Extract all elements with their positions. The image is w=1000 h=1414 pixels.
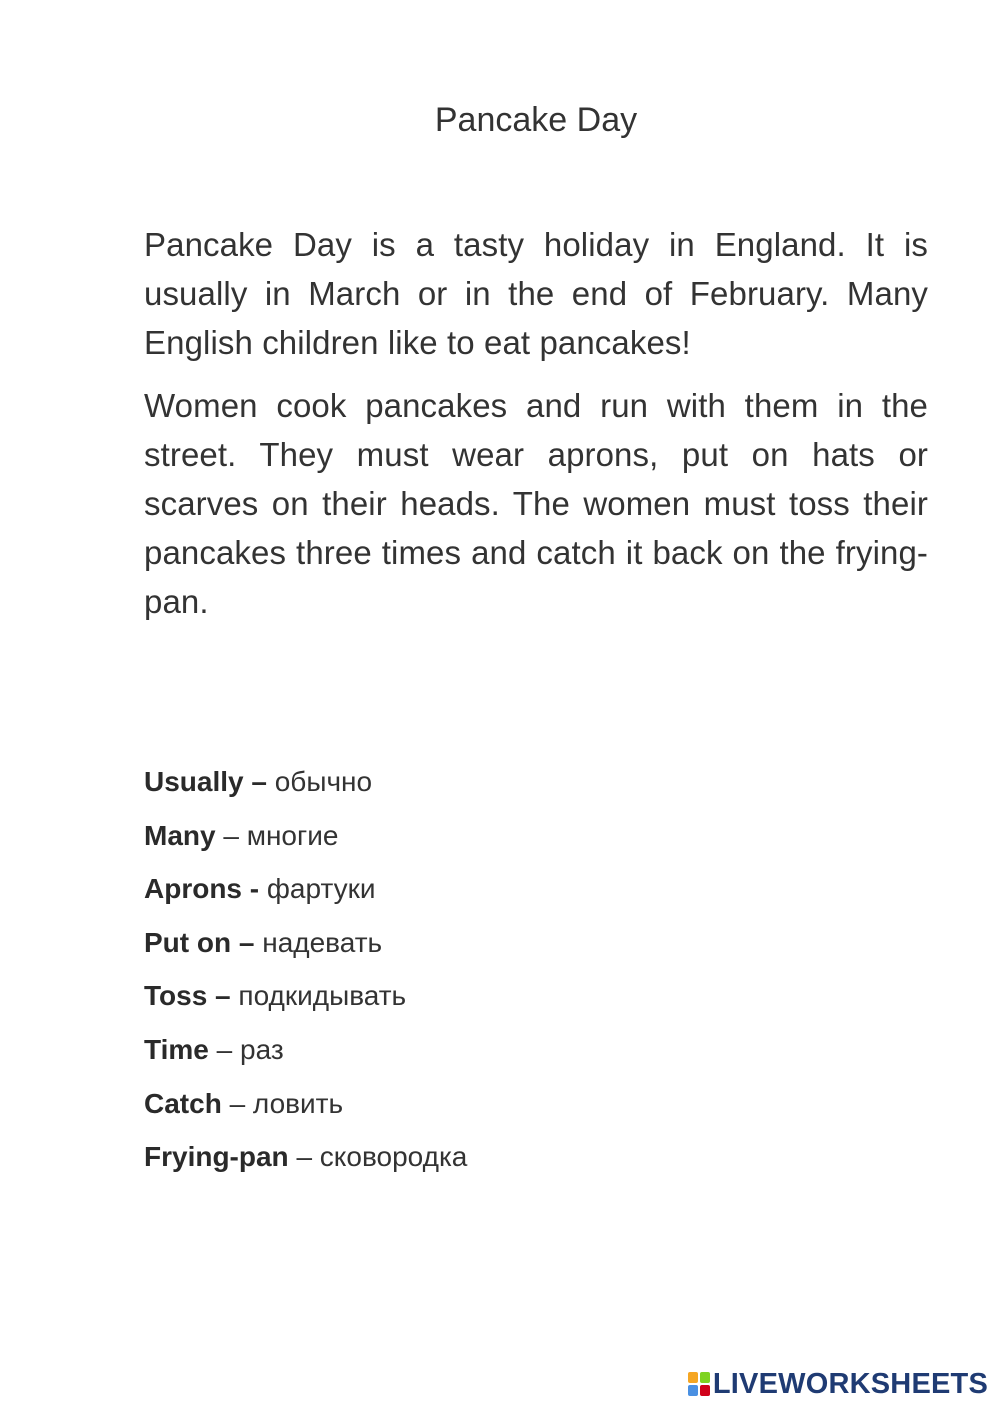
vocabulary-translation: – многие <box>215 819 339 851</box>
vocabulary-item <box>144 972 844 1026</box>
liveworksheets-logo-text: LIVEWORKSHEETS <box>712 1367 988 1400</box>
vocabulary-translation: – раз <box>208 1033 284 1065</box>
vocabulary-translation: подкидывать <box>230 980 407 1012</box>
vocabulary-translation: надевать <box>254 926 383 958</box>
vocabulary-term: Aprons - <box>144 873 260 905</box>
vocabulary-term: Frying-pan <box>144 1141 289 1173</box>
reading-text <box>144 220 928 626</box>
vocabulary-term: Usually – <box>144 766 267 797</box>
vocabulary-translation: – сковородка <box>288 1141 468 1173</box>
vocabulary-translation: фартуки <box>259 873 376 905</box>
vocabulary-term: Put on – <box>144 926 255 958</box>
liveworksheets-logo[interactable] <box>688 1364 988 1404</box>
logo-square <box>700 1385 710 1396</box>
vocabulary-term: Toss – <box>144 980 231 1012</box>
logo-square <box>700 1372 710 1383</box>
logo-square <box>688 1385 698 1396</box>
logo-square <box>688 1372 698 1383</box>
vocabulary-item <box>144 919 844 973</box>
vocabulary-term: Many <box>144 819 216 851</box>
paragraph: Pancake Day is a tasty holiday in England. It is usually in March or in the end of February. Many English children like to eat pancakes! <box>144 226 928 361</box>
vocabulary-list <box>144 758 844 1187</box>
paragraph: Women cook pancakes and run with them in the street. They must wear aprons, put on hats or scarves on their heads. The women must toss their pancakes three times and catch it back on the frying-pan. <box>144 387 928 620</box>
vocabulary-item <box>144 1026 844 1080</box>
vocabulary-item <box>144 1133 844 1187</box>
vocabulary-item <box>144 758 844 812</box>
vocabulary-translation: – ловить <box>221 1087 344 1119</box>
vocabulary-term: Time <box>144 1033 209 1065</box>
vocabulary-translation: обычно <box>266 766 373 797</box>
vocabulary-item <box>144 865 844 919</box>
vocabulary-item <box>144 1080 844 1134</box>
page-title: Pancake Day <box>434 101 638 139</box>
vocabulary-item <box>144 812 844 866</box>
liveworksheets-logo-icon <box>688 1372 710 1396</box>
vocabulary-term: Catch <box>144 1087 222 1119</box>
